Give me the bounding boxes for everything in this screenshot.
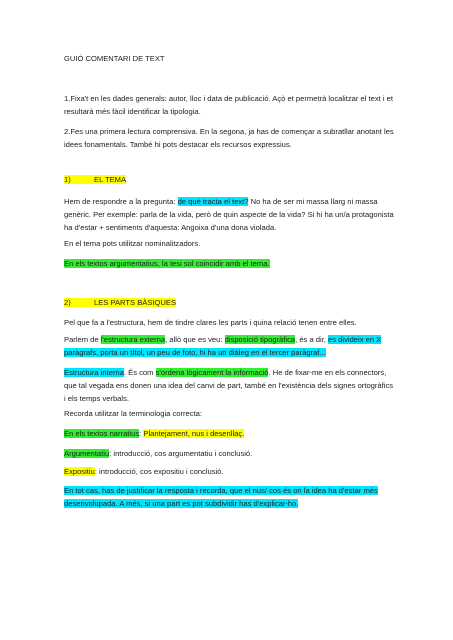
s1-p1-highlight: de què tracta el text? — [177, 197, 249, 206]
s1-p1-text-b: No ha de ser mi massa llarg ni massa genèric. Per exemple: parla de la vida, però de quin aspecte de la vida? Si hi ha un/a protagonista ha d'estar + sentiments d'aquesta: Angoixa d'una dona violada. — [64, 197, 394, 232]
s2-p3-highlight-order: s'ordena lògicament la informació — [155, 368, 269, 377]
section-2-expository-line — [64, 465, 394, 478]
section-2-paragraph-3 — [64, 366, 394, 405]
section-2-paragraph-4 — [64, 407, 394, 420]
s1-p1-text-a: Hem de respondre a la pregunta: — [64, 197, 178, 206]
s1-p3-highlight: En els textos argumentatius, la tesi sol coincidir amb el tema. — [64, 259, 270, 268]
s2-p3-text-b: . He de fixar-me en els connectors, que tal vegada ens donen una idea del canvi de part, també en l'existència dels signes ortogràfics i els temps verbals. — [64, 368, 394, 403]
section-1-paragraph-1 — [64, 195, 394, 234]
s2-p2-text-c: , és a dir, — [295, 335, 329, 344]
s2-p8-highlight: En tot cas, has de justificar la resposta i recorda, que el nus/ cos és on la idea ha d'estar més desenvolupada. A més, si una part es pot subdividir has d'explicar-ho. — [64, 486, 378, 508]
intro-1-text: 1.Fixa't en les dades generals: autor, lloc i data de publicació. Açò et permetrà localitzar el text i et resultarà més fàcil identificar la tipologia. — [64, 94, 394, 116]
section-1-paragraph-2 — [64, 237, 394, 250]
s2-p1-text: Pel que fa a l'estructura, hem de tindre clares les parts i quina relació tenen entre elles. — [64, 318, 357, 327]
s2-p7-text: : introducció, cos expositiu i conclusió. — [94, 467, 224, 476]
s2-p2-highlight-paragraphs: es divideix en X paràgrafs, porta un títol, un peu de foto, hi ha un diàleg en el tercer paràgraf... — [64, 335, 382, 357]
section-1-number: 1) — [64, 175, 71, 184]
section-2-paragraph-8 — [64, 484, 394, 510]
s2-p5-text-a: : — [139, 429, 144, 438]
s2-p6-highlight-argumentative: Argumentatiu — [64, 449, 110, 458]
section-2-number: 2) — [64, 298, 71, 307]
section-2-narrative-line — [64, 427, 394, 440]
section-1-title: EL TEMA — [94, 175, 127, 184]
doc-title-text: GUIÓ COMENTARI DE TEXT — [64, 54, 165, 63]
s2-p6-text: : introducció, cos argumentatiu i conclusió. — [109, 449, 253, 458]
doc-title — [64, 52, 394, 65]
section-1-heading-highlight — [64, 175, 126, 184]
intro-2-text: 2.Fes una primera lectura comprensiva. En la segona, ja has de començar a subratllar anotant les idees fonamentals. També hi pots destacar els recursos expressius. — [64, 127, 394, 149]
section-1-paragraph-3 — [64, 257, 394, 270]
s2-p7-highlight-expository: Expositiu — [64, 467, 95, 476]
s2-p2-text-b: , allò que es veu: — [165, 335, 225, 344]
s2-p2-highlight-typographic: disposició tipogràfica — [224, 335, 296, 344]
s2-p4-text: Recorda utilitzar la terminologia correcta: — [64, 409, 203, 418]
intro-paragraph-2 — [64, 125, 394, 151]
section-2-title: LES PARTS BÀSIQUES — [94, 298, 177, 307]
s2-p3-highlight-internal: Estructura interna — [64, 368, 124, 377]
section-2-paragraph-2 — [64, 333, 394, 359]
s2-p2-highlight-external: l'estructura externa — [100, 335, 166, 344]
intro-paragraph-1 — [64, 92, 394, 118]
s2-p3-text-a: . És com — [123, 368, 156, 377]
section-2-argumentative-line — [64, 447, 394, 460]
s2-p5-highlight-plot: Plantejament, nus i desenllaç. — [143, 429, 245, 438]
section-2-heading-highlight — [64, 298, 176, 307]
section-2-paragraph-1 — [64, 316, 394, 329]
section-2-heading — [64, 296, 394, 309]
section-1-heading — [64, 173, 394, 186]
s2-p5-highlight-narrative: En els textos narratius — [64, 429, 140, 438]
s2-p2-text-a: Parlem de — [64, 335, 101, 344]
s1-p2-text: En el tema pots utilitzar nominalitzadors. — [64, 239, 201, 248]
